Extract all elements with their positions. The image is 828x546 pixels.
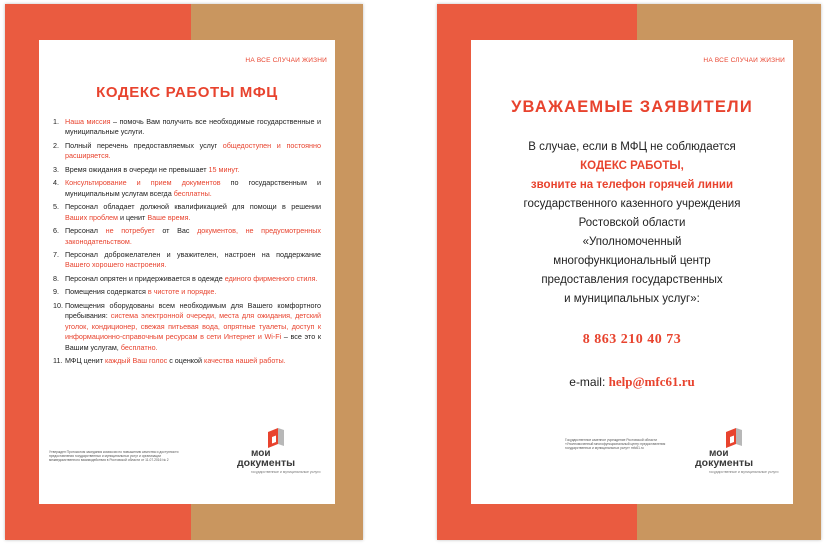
rule-number: 7. [53, 250, 59, 260]
rule-item [53, 356, 321, 366]
poster-title: УВАЖАЕМЫЕ ЗАЯВИТЕЛИ [511, 98, 753, 116]
rule-text [65, 250, 321, 271]
email-line [471, 374, 793, 390]
moi-dokumenty-logo [695, 426, 779, 486]
rule-item [53, 250, 321, 271]
rule-number: 5. [53, 202, 59, 212]
message-line: «Уполномоченный [582, 236, 682, 248]
rule-text-part: Помещения содержатся [65, 287, 148, 297]
rule-number: 9. [53, 287, 59, 297]
tagline: НА ВСЕ СЛУЧАИ ЖИЗНИ [703, 57, 785, 64]
poster-white-panel [471, 40, 793, 504]
rule-highlight: Ваше время. [147, 212, 191, 222]
org-footnote: Государственное казенное учреждение Ростовской области «Уполномоченный многофункциональный центр предоставления государственных и муниципальных услуг» mfc61.ru [565, 438, 666, 451]
message-line-code: КОДЕКС РАБОТЫ, [580, 160, 684, 172]
rule-highlight: система электронной очереди, места для ожидания, детский уголок, кондиционер, свежая питьевая вода, опрятные туалеты, доступ к информационно-справочным ресурсам в сети Интернет и Wi-Fi [65, 311, 322, 342]
rule-text-part: по государственным и муниципальным услугам всегда [65, 178, 321, 198]
rule-item [53, 141, 321, 162]
message-line-hotline: звоните на телефон горячей линии [530, 179, 734, 191]
rule-number: 10. [53, 300, 63, 310]
logo-tagline: государственные и муниципальные услуги [709, 470, 779, 474]
message-line: и муниципальных услуг»: [564, 293, 700, 305]
rule-highlight: документов, не предусмотренных законодательством. [65, 226, 321, 246]
logo-text-moi: мои [251, 448, 271, 459]
poster-code-of-work [5, 4, 363, 540]
rule-highlight: Ваших проблем [65, 212, 118, 222]
rule-text [65, 165, 321, 175]
logo-text-dokumenty: документы [237, 457, 296, 469]
rule-text-part: Полный перечень предоставляемых услуг [65, 140, 223, 150]
rule-text-part: – помочь Вам получить все необходимые государственные и муниципальные услуги. [65, 117, 321, 137]
rule-number: 4. [53, 178, 59, 188]
rule-highlight: Вашего хорошего настроения. [65, 260, 167, 270]
approval-footnote: Утвержден Протоколом заседания комиссии по повышению качества и доступности предоставления государственных и муниципальных услуг и организации межведомственного взаимодействия в Ростовской области от 11.07.2016 № 2 [49, 450, 179, 463]
rule-number: 6. [53, 226, 59, 236]
moi-dokumenty-logo [237, 426, 321, 486]
email-label: e-mail: [569, 375, 609, 389]
rules-list [53, 117, 321, 370]
rule-item [53, 117, 321, 138]
rule-text-part: с оценкой [167, 356, 205, 366]
rule-text [65, 202, 321, 223]
message-line: многофункциональный центр [553, 255, 711, 267]
rule-highlight: в чистоте и порядке. [147, 287, 217, 297]
rule-highlight: не потребует [105, 226, 155, 236]
rule-text [65, 301, 321, 353]
logo-mark-icon [265, 426, 287, 450]
poster-dear-applicants [437, 4, 821, 540]
message-line: государственного казенного учреждения [523, 198, 741, 210]
hotline-phone: 8 863 210 40 73 [582, 332, 682, 347]
rule-highlight: бесплатно. [120, 342, 158, 352]
rule-text-part: Персонал опрятен и придерживается в одежде [65, 273, 225, 283]
rule-item [53, 301, 321, 353]
rule-text [65, 117, 321, 138]
rule-text [65, 178, 321, 199]
rule-text [65, 141, 321, 162]
rule-text [65, 356, 321, 366]
logo-text-dokumenty: документы [695, 457, 754, 469]
rule-item [53, 202, 321, 223]
rule-text-part: и ценит [117, 212, 148, 222]
rule-text-part: – все это к Вашим услугам, [65, 332, 321, 352]
rule-highlight: каждый Ваш голос [105, 356, 168, 366]
email-link[interactable]: help@mfc61.ru [608, 374, 695, 389]
rule-item [53, 178, 321, 199]
rule-highlight: бесплатны. [173, 188, 212, 198]
poster-white-panel [39, 40, 335, 504]
rule-number: 8. [53, 273, 59, 283]
message-line: В случае, если в МФЦ не соблюдается [528, 141, 736, 153]
rule-text [65, 274, 321, 284]
message-line: предоставления государственных [541, 274, 723, 286]
rule-text-part: Персонал доброжелателен и уважителен, настроен на поддержание [65, 250, 321, 260]
rule-text [65, 287, 321, 297]
rule-text-part: Персонал [65, 226, 106, 236]
rule-highlight: качества нашей работы. [204, 356, 286, 366]
logo-text-moi: мои [709, 448, 729, 459]
rule-number: 3. [53, 164, 59, 174]
rule-text-part: Персонал обладает должной квалификацией для помощи в решении [65, 202, 321, 212]
rule-item [53, 165, 321, 175]
rule-highlight: Наша миссия [65, 117, 111, 126]
rule-highlight: 15 минут. [208, 164, 240, 174]
rule-number: 1. [53, 117, 59, 126]
tagline: НА ВСЕ СЛУЧАИ ЖИЗНИ [245, 57, 327, 64]
rule-item [53, 287, 321, 297]
rule-highlight: Консультирование и прием документов [65, 178, 221, 188]
rule-number: 11. [53, 356, 63, 366]
rule-item [53, 274, 321, 284]
poster-title: КОДЕКС РАБОТЫ МФЦ [96, 84, 278, 101]
rule-item [53, 226, 321, 247]
message-line: Ростовской области [578, 217, 686, 229]
logo-tagline: государственные и муниципальные услуги [251, 470, 321, 474]
rule-highlight: общедоступен и постоянно расширяется. [65, 140, 321, 161]
hotline-message [479, 138, 785, 309]
rule-text-part: Помещения оборудованы всем необходимым для Вашего комфортного пребывания: [65, 300, 321, 321]
rule-number: 2. [53, 140, 59, 150]
rule-text [65, 226, 321, 247]
rule-text-part: МФЦ ценит [65, 356, 105, 366]
logo-mark-icon [723, 426, 745, 450]
rule-text-part: от Вас [154, 226, 198, 236]
rule-highlight: единого фирменного стиля. [224, 273, 318, 283]
rule-text-part: Время ожидания в очереди не превышает [65, 164, 209, 174]
